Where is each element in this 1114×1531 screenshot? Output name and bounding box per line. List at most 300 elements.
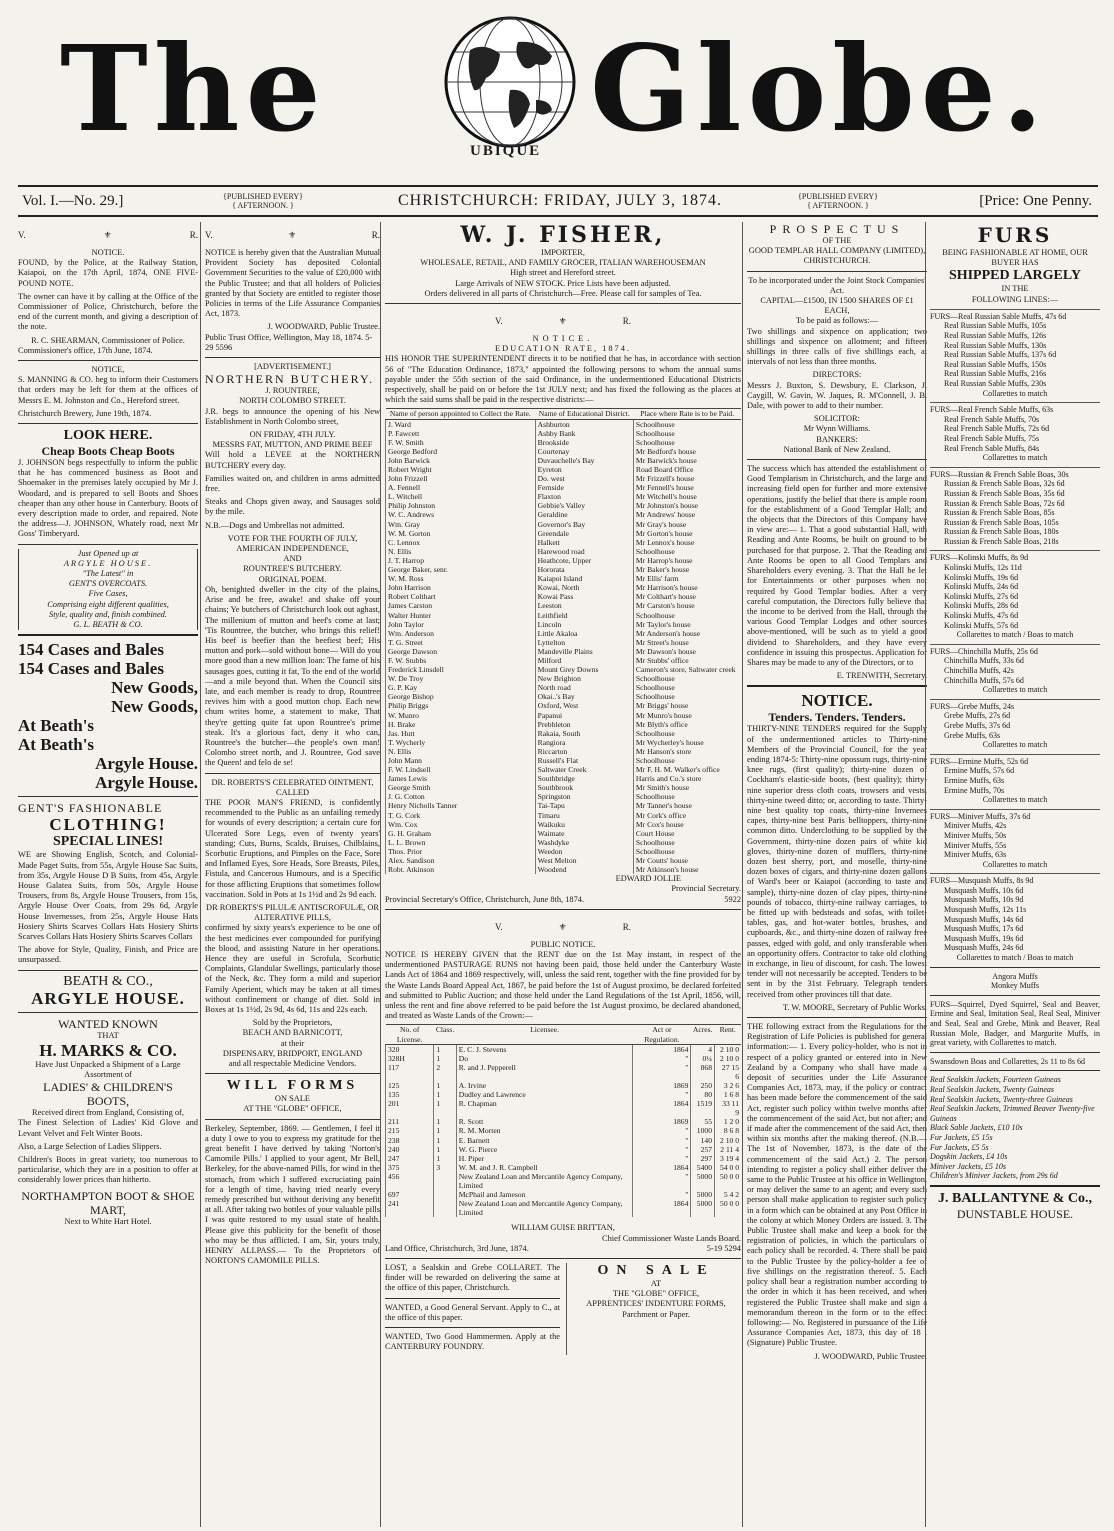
table-cell: McPhail and Jameson xyxy=(456,1190,633,1199)
table-row xyxy=(386,811,742,820)
table-cell: Court House xyxy=(633,829,741,838)
table-cell: Schoolhouse xyxy=(633,438,741,447)
license-table xyxy=(385,1024,741,1217)
table-cell: 50 0 0 xyxy=(714,1172,741,1190)
table-cell: James Carston xyxy=(386,601,536,610)
fur-item: Grebe Muffs, 63s xyxy=(944,730,1001,740)
table-cell: John Taylor xyxy=(386,620,536,629)
table-cell: 54 0 0 xyxy=(714,1163,741,1172)
table-cell: Timaru xyxy=(535,811,633,820)
brittan: WILLIAM GUISE BRITTAN, xyxy=(511,1223,615,1233)
table-cell: 117 xyxy=(386,1063,434,1081)
table-cell: Fernside xyxy=(535,483,633,492)
amp-notice-place: Public Trust Office, Wellington, May 18, 1874. 5-29 5596 xyxy=(205,332,373,352)
table-row xyxy=(386,419,742,429)
table-cell: " xyxy=(633,1054,691,1063)
divider xyxy=(747,271,927,272)
table-cell: Schoolhouse xyxy=(633,611,741,620)
wanted-hammermen: WANTED, Two Good Hammermen. Apply at the CANTERBURY FOUNDRY. xyxy=(385,1332,560,1352)
table-cell: 1 xyxy=(434,1090,456,1099)
fur-group xyxy=(930,873,1100,962)
table-cell: New Zealand Loan and Mercantile Agency Company, Limited xyxy=(456,1172,633,1190)
fur-group-tail: Collarettes to match / Boas to match xyxy=(956,630,1074,640)
jacket-item: Black Sable Jackets, £10 10s xyxy=(930,1123,1023,1133)
table-cell: 240 xyxy=(386,1145,434,1154)
table-cell: 140 xyxy=(691,1136,715,1145)
solicitor-name: Mr Wynn Williams. xyxy=(803,424,871,434)
argyle-box-line: Style, quality and, finish combined. xyxy=(49,609,167,619)
table-cell: C. Lennox xyxy=(386,538,536,547)
jacket-item: Fur Jackets, £5 5s xyxy=(930,1142,989,1152)
advertisement-label: [ADVERTISEMENT.] xyxy=(254,362,331,372)
column-3 xyxy=(380,222,741,1527)
table-row xyxy=(386,1136,742,1145)
notice-heading: NOTICE. xyxy=(532,334,594,344)
notice-heading: NOTICE. xyxy=(801,691,873,711)
fur-group xyxy=(930,754,1100,805)
crest-icon: ⚜ xyxy=(558,921,567,932)
published-note-right: {PUBLISHED EVERY} { AFTERNOON. } xyxy=(798,192,878,210)
table-row xyxy=(386,647,742,656)
table-row xyxy=(386,747,742,756)
argyle-box-line: Five Cases, xyxy=(88,589,128,599)
table-cell: W. Munro xyxy=(386,711,536,720)
table-row xyxy=(386,1044,742,1054)
table-cell: Mr Andrews' house xyxy=(633,510,741,519)
published-note-left: {PUBLISHED EVERY} { AFTERNOON. } xyxy=(223,192,303,210)
table-cell: " xyxy=(633,1126,691,1135)
table-cell: 1 xyxy=(434,1117,456,1126)
table-cell: 0¼ xyxy=(691,1054,715,1063)
good-templar: GOOD TEMPLAR HALL COMPANY (LIMITED), CHRISTCHURCH. xyxy=(748,246,926,266)
land-office: Land Office, Christchurch, 3rd June, 1874. xyxy=(385,1243,529,1253)
table-cell: Papanui xyxy=(535,711,633,720)
table-cell: Heathcote, Upper xyxy=(535,556,633,565)
fur-item: Real Russian Sable Muffs, 216s xyxy=(944,369,1047,379)
table-cell: 4 xyxy=(691,1044,715,1054)
table-cell: Schoolhouse xyxy=(633,792,741,801)
divider xyxy=(18,423,198,424)
fur-item: Miniver Muffs, 50s xyxy=(944,830,1007,840)
table-cell: 1 xyxy=(434,1044,456,1054)
ballantyne-heading: J. BALLANTYNE & Co., xyxy=(937,1190,1092,1206)
that-label: THAT xyxy=(97,1030,119,1040)
table-cell: Mr Coutts' house xyxy=(633,856,741,865)
fur-group-lead: FURS—Chinchilla Muffs, 25s 6d xyxy=(930,646,1038,656)
table-cell: Do xyxy=(456,1054,633,1063)
argyle-house-title: ARGYLE HOUSE. xyxy=(31,988,185,1008)
table-cell: Road Board Office xyxy=(633,465,741,474)
table-cell: Mandeville Plains xyxy=(535,647,633,656)
table-cell: W. M. Ross xyxy=(386,574,536,583)
table-cell: Prebbleton xyxy=(535,720,633,729)
manning-notice-title: NOTICE, xyxy=(91,365,125,375)
chief-comm: Chief Commissioner Waste Lands Board. xyxy=(602,1233,741,1243)
fur-group-tail: Collarettes to match xyxy=(982,453,1048,463)
table-cell: Dudley and Lawrence xyxy=(456,1090,633,1099)
fur-item: Real French Sable Muffs, 72s 6d xyxy=(944,424,1050,434)
on-sale-heading: ON SALE xyxy=(597,1263,715,1279)
ladies-heading: LADIES' & CHILDREN'S xyxy=(43,1080,173,1095)
table-row xyxy=(386,801,742,810)
table-row xyxy=(386,1199,742,1217)
parchment: Parchment or Paper. xyxy=(622,1309,690,1319)
wanted-servant: WANTED, a Good General Servant. Apply to C., at the office of this paper. xyxy=(385,1302,560,1322)
table-row xyxy=(386,574,742,583)
masthead-title-left: The xyxy=(60,19,327,158)
swansdown-note: Swansdown Boas and Collarettes, 2s 11 to 8s 6d xyxy=(930,1056,1086,1066)
table-cell: H. Piper xyxy=(456,1154,633,1163)
table-cell: Harris and Co.'s store xyxy=(633,774,741,783)
angora: Angora Muffs xyxy=(992,971,1038,981)
table-header: Name of Educational District. xyxy=(535,409,633,419)
table-row xyxy=(386,1154,742,1163)
table-row xyxy=(386,1126,742,1135)
table-cell: E. C. J. Stevens xyxy=(456,1044,633,1054)
in-the: IN THE xyxy=(1001,284,1029,294)
divider xyxy=(205,1073,380,1074)
fur-item: Real French Sable Muffs, 75s xyxy=(944,433,1040,443)
table-cell: Little Akaloa xyxy=(535,629,633,638)
fur-group xyxy=(930,550,1100,639)
table-cell: 5000 xyxy=(691,1172,715,1190)
table-header: Class. xyxy=(434,1025,456,1044)
jacket-item: Miniver Jackets, £5 10s xyxy=(930,1161,1006,1171)
argyle-box xyxy=(18,549,198,631)
table-cell: Waimate xyxy=(535,829,633,838)
table-row xyxy=(386,547,742,556)
table-cell: Frederick Linsdell xyxy=(386,665,536,674)
fur-item: Real French Sable Muffs, 84s xyxy=(944,443,1040,453)
clothing-heading: CLOTHING! xyxy=(49,815,167,835)
column-5 xyxy=(925,222,1100,1527)
will-forms-heading: WILL FORMS xyxy=(226,1078,359,1094)
table-cell: Southbrook xyxy=(535,783,633,792)
table-cell: West Melton xyxy=(535,856,633,865)
table-cell: Governor's Bay xyxy=(535,520,633,529)
table-cell: Southbridge xyxy=(535,774,633,783)
table-cell: Lincoln xyxy=(535,620,633,629)
table-cell: R. Chapman xyxy=(456,1099,633,1117)
prov-num: 5922 xyxy=(724,894,741,904)
divider xyxy=(18,970,198,971)
directors-names: Messrs J. Buxton, S. Dewsbury, E. Clarkson, J. Caygill, W. Gavin, W. Jaques, R. M'Connell, J. B. Dale, with power to add to their number. xyxy=(747,380,927,411)
table-row xyxy=(386,856,742,865)
table-cell: Walter Hunter xyxy=(386,611,536,620)
fur-item: Kolinski Muffs, 12s 11d xyxy=(944,563,1022,573)
table-cell: Wm. Gray xyxy=(386,520,536,529)
table-cell: Mr Bedford's house xyxy=(633,447,741,456)
table-cell: Mr Gorton's house xyxy=(633,529,741,538)
table-cell: R. Scott xyxy=(456,1117,633,1126)
at-beaths-heading-2: At Beath's xyxy=(18,735,95,755)
fur-item: Ermine Muffs, 63s xyxy=(944,775,1005,785)
table-cell: 135 xyxy=(386,1090,434,1099)
table-header: Act or Regulation. xyxy=(633,1025,691,1044)
two-shillings: Two shillings and sixpence on application; two shillings and sixpence on allotment; and fifteen shillings in three calls of five shillings each, at intervals of not less than three months. xyxy=(747,326,927,367)
table-header: Place where Rate is to be Paid. xyxy=(633,409,741,419)
fur-item: Grebe Muffs, 37s 6d xyxy=(944,720,1011,730)
fur-item: Kolinski Muffs, 47s 6d xyxy=(944,611,1019,621)
divider xyxy=(385,1327,560,1328)
table-cell: P. Fawcett xyxy=(386,429,536,438)
table-cell: Schoolhouse xyxy=(633,756,741,765)
fur-item: Chinchilla Muffs, 42s xyxy=(944,666,1014,675)
marks-heading: H. MARKS & CO. xyxy=(39,1040,177,1060)
moore: T. W. MOORE, Secretary of Public Works. xyxy=(782,1002,927,1012)
fur-group-tail: Collarettes to match xyxy=(982,859,1048,869)
masthead xyxy=(0,0,1114,178)
table-header: Acres. xyxy=(691,1025,715,1044)
fur-group-lead: FURS—Real French Sable Muffs, 63s xyxy=(930,405,1054,415)
table-row xyxy=(386,656,742,665)
table-row xyxy=(386,1190,742,1199)
table-cell: Thos. Prior xyxy=(386,847,536,856)
table-cell: Greendale xyxy=(535,529,633,538)
table-cell: Mr Hanson's store xyxy=(633,747,741,756)
table-cell: Henry Nicholls Tanner xyxy=(386,801,536,810)
table-cell: Mr Witchell's house xyxy=(633,492,741,501)
table-cell: Schoolhouse xyxy=(633,847,741,856)
table-row xyxy=(386,1090,742,1099)
table-cell: 1864 xyxy=(633,1044,691,1054)
table-cell: A. Irvine xyxy=(456,1081,633,1090)
table-row xyxy=(386,1099,742,1117)
success-body: The success which has attended the establishment of Good Templarism in Christchurch, and the large and increasing field open for further and more extensive operations, justify the belief that there is ample room for the establishment of a Good Templar Hall; and the objects that the Directors of this Company have in view are:— 1. That a good substantial Hall, with Reading and Ante Rooms, be built on ground to be purchased for that purpose. 2. That the Reading and Ante Rooms be open to all Good Templars and Shareholders every evening. 3. That the Hall be let for Entertainments or other purposes when not required by Good Templar bodies. After a very careful computation, the Directors fully believe that the income to be derived from the Hall, through the various Good Templar Lodges and other sources above-mentioned, will be such as to yield a good dividend to Shareholders, and they have every confidence in issuing this prospectus. Application for Shares may be made to any of the Directors, or to xyxy=(747,464,927,667)
table-row xyxy=(386,1063,742,1081)
table-cell: Mr Carston's house xyxy=(633,601,741,610)
public-notice-heading: PUBLIC NOTICE. xyxy=(530,939,596,949)
divider xyxy=(385,909,741,910)
table-cell: 2 10 0 xyxy=(714,1044,741,1054)
jacket-item: Dogskin Jackets, £4 10s xyxy=(930,1152,1008,1162)
poor-man-body: THE POOR MAN'S FRIEND, is confidently recommended to the Public as an unfailing remedy for wounds of every description; a certain cure for Ulcerated Sore Legs, even of twenty years' standing; Cuts, Burns, Scalds, Bruises, Chilblains, Scorbutic Eruptions, and Pimples on the Face, Sore and Inflamed Eyes, Sore Heads, Sore Breasts, Piles, Fistula, and Cancerous Humours, and is a Specific for those afflicting Eruptions that sometimes follow vaccination. Sold in Pots at 1s 1½d and 2s 9d each. xyxy=(205,797,380,899)
table-cell: George Bishop xyxy=(386,692,536,701)
high-st: High street and Hereford street. xyxy=(510,268,616,278)
table-cell: Mr Gray's house xyxy=(633,520,741,529)
argyle-box-line: "The Latest" in xyxy=(82,569,134,579)
fisher-heading: W. J. FISHER, xyxy=(460,222,666,248)
table-cell: Schoolhouse xyxy=(633,729,741,738)
table-cell: F. W. Lindsell xyxy=(386,765,536,774)
table-cell: Schoolhouse xyxy=(633,674,741,683)
education-heading: EDUCATION RATE, 1874. xyxy=(495,344,631,354)
prov-office: Provincial Secretary's Office, Christchurch, June 8th, 1874. xyxy=(385,894,585,904)
argyle-house-heading-2: Argyle House. xyxy=(95,773,198,793)
jollie: EDWARD JOLLIE xyxy=(615,874,681,884)
fur-item: Russian & French Sable Boas, 218s xyxy=(944,536,1059,546)
table-row xyxy=(386,865,742,874)
bank-name: National Bank of New Zealand. xyxy=(783,444,891,454)
table-cell: Jas. Hutt xyxy=(386,729,536,738)
wanted-known-heading: WANTED KNOWN xyxy=(58,1016,158,1031)
fur-group-tail: Collarettes to match xyxy=(982,740,1048,750)
new-goods-heading-2: New Goods, xyxy=(111,697,198,717)
table-cell: Philip Johnston xyxy=(386,501,536,510)
found-note-signature: R. C. SHEARMAN, Commissioner of Police. xyxy=(31,335,185,345)
wholesale: WHOLESALE, RETAIL, AND FAMILY GROCER, ITALIAN WAREHOUSEMAN xyxy=(420,258,706,268)
dateline xyxy=(18,185,1098,217)
table-row xyxy=(386,501,742,510)
table-cell: Saltwater Creek xyxy=(535,765,633,774)
vote-note: VOTE FOR THE FOURTH OF JULY, AMERICAN INDEPENDENCE, xyxy=(227,533,358,554)
table-cell xyxy=(434,1190,456,1199)
table-cell: Harewood road xyxy=(535,547,633,556)
globe-icon xyxy=(440,12,580,152)
table-row xyxy=(386,520,742,529)
table-row xyxy=(386,774,742,783)
table-cell: Springston xyxy=(535,792,633,801)
fur-item: Kolinski Muffs, 19s 6d xyxy=(944,572,1019,582)
table-cell: 247 xyxy=(386,1154,434,1163)
table-cell: 2 10 0 xyxy=(714,1054,741,1063)
amp-notice-signature: J. WOODWARD, Public Trustee. xyxy=(267,322,380,332)
royal-crest: V. ⚜ R. xyxy=(495,315,631,326)
fur-item: Musquash Muffs, 24s 6d xyxy=(944,943,1024,953)
dr-roberts-heading: DR. ROBERTS'S CELEBRATED OINTMENT, xyxy=(211,777,374,787)
table-row xyxy=(386,474,742,483)
fur-item: Real Russian Sable Muffs, 150s xyxy=(944,359,1047,369)
table-row xyxy=(386,792,742,801)
table-row xyxy=(386,447,742,456)
fur-group-lead: FURS—Kolinski Muffs, 8s 9d xyxy=(930,553,1029,563)
fur-group-tail: Collarettes to match / Boas to match xyxy=(956,953,1074,963)
table-row xyxy=(386,629,742,638)
divider xyxy=(205,357,380,358)
table-cell: 238 xyxy=(386,1136,434,1145)
table-cell: L. L. Brown xyxy=(386,838,536,847)
divider xyxy=(747,685,927,687)
argyle-box-line: ARGYLE HOUSE. xyxy=(63,558,153,568)
table-cell: " xyxy=(633,1136,691,1145)
tenders-heading: Tenders. Tenders. Tenders. xyxy=(768,710,906,725)
table-cell: 5 4 2 xyxy=(714,1190,741,1199)
paid-as: To be paid as follows:— xyxy=(795,316,879,326)
table-cell: " xyxy=(633,1172,691,1190)
special-lines-heading: SPECIAL LINES! xyxy=(52,834,164,850)
table-cell: Duvauchelle's Bay xyxy=(535,456,633,465)
table-cell: Schoolhouse xyxy=(633,683,741,692)
table-cell: Mr Barwick's house xyxy=(633,456,741,465)
table-row xyxy=(386,720,742,729)
table-cell: Tai-Tapu xyxy=(535,801,633,810)
table-row xyxy=(386,1163,742,1172)
table-cell: 375 xyxy=(386,1163,434,1172)
table-cell: 1 xyxy=(434,1154,456,1163)
table-header: Rent. xyxy=(714,1025,741,1044)
argyle-box-line: G. L. BEATH & CO. xyxy=(73,620,143,630)
table-row xyxy=(386,1054,742,1063)
education-table xyxy=(385,408,741,874)
jackets-list xyxy=(930,1075,1100,1181)
table-row xyxy=(386,429,742,438)
table-cell: Mr Smith's house xyxy=(633,783,741,792)
table-cell: Mr Briggs' house xyxy=(633,701,741,710)
beath-co-heading: BEATH & CO., xyxy=(63,973,153,989)
and-all: and all respectable Medicine Vendors. xyxy=(228,1059,357,1069)
at-beaths-heading: At Beath's xyxy=(18,716,95,736)
fur-group-tail: Collarettes to match xyxy=(982,685,1048,695)
table-row xyxy=(386,1081,742,1090)
table-cell: E. Barnett xyxy=(456,1136,633,1145)
table-cell: Rakaia, South xyxy=(535,729,633,738)
table-cell: Mount Grey Downs xyxy=(535,665,633,674)
masthead-title-right: Globe. xyxy=(590,19,1049,158)
table-row xyxy=(386,529,742,538)
table-cell: 1 xyxy=(434,1136,456,1145)
following-lines: FOLLOWING LINES:— xyxy=(971,294,1059,304)
childrens-note: Children's Boots in great variety, too numerous to particularise, which they are in a position to offer at considerably lower prices than hitherto. xyxy=(18,1154,198,1185)
jr-body: J.R. begs to announce the opening of his New Establishment in North Colombo street, xyxy=(205,406,380,426)
table-cell: 2 xyxy=(434,1063,456,1081)
table-cell: W. M. and J. R. Campbell xyxy=(456,1163,633,1172)
argyle-box-line: Just Opened up at xyxy=(77,548,139,558)
fur-item: Real Russian Sable Muffs, 137s 6d xyxy=(944,350,1057,360)
table-cell: James Lewis xyxy=(386,774,536,783)
fur-item: Russian & French Sable Boas, 35s 6d xyxy=(944,488,1065,498)
fur-item: Chinchilla Muffs, 33s 6d xyxy=(944,656,1024,666)
style-note: The above for Style, Quality, Finish, and Price are unsurpassed. xyxy=(18,945,198,965)
prov-sec: Provincial Secretary. xyxy=(671,884,741,894)
education-table-body xyxy=(386,419,742,874)
fur-group-lead: FURS—Ermine Muffs, 52s 6d xyxy=(930,756,1029,766)
table-cell: 2 10 0 xyxy=(714,1136,741,1145)
his-honor-body: HIS HONOR THE SUPERINTENDENT directs it to be notified that he has, in accordance with section 56 of "The Education Ordinance, 1873," appointed the following persons to whom the annual sums payable under the 55th section of the said Ordinance, in the undermentioned Educational Districts respectively, shall be paid on or before the 1st JULY next; and has fixed the following as the places at which the said sums shall be paid in the respective districts:— xyxy=(385,354,741,405)
table-cell: Okai..'s Bay xyxy=(535,692,633,701)
table-row xyxy=(386,783,742,792)
fur-item: Real Russian Sable Muffs, 230s xyxy=(944,378,1047,388)
table-cell: Mr Wycherley's house xyxy=(633,738,741,747)
table-cell: Russell's Flat xyxy=(535,756,633,765)
table-cell: Kowai, North xyxy=(535,583,633,592)
table-cell: Do. west xyxy=(535,474,633,483)
table-cell: 211 xyxy=(386,1117,434,1126)
fur-item: Real Russian Sable Muffs, 130s xyxy=(944,340,1047,350)
table-cell: " xyxy=(633,1145,691,1154)
table-cell: Weedon xyxy=(535,847,633,856)
nb-note: N.B.—Dogs and Umbrellas not admitted. xyxy=(205,520,345,530)
table-row xyxy=(386,438,742,447)
dunstable-heading: DUNSTABLE HOUSE. xyxy=(956,1206,1074,1221)
table-cell: R. M. Morten xyxy=(456,1126,633,1135)
table-cell: 868 xyxy=(691,1063,715,1081)
table-cell: Wm. Cox xyxy=(386,820,536,829)
argyle-house-heading: Argyle House. xyxy=(95,754,198,774)
table-cell: Schoolhouse xyxy=(633,429,741,438)
table-row xyxy=(386,829,742,838)
table-cell: 1519 xyxy=(691,1099,715,1117)
table-cell: Lyttelton xyxy=(535,638,633,647)
table-cell: Rangiora xyxy=(535,738,633,747)
table-cell: L. Witchell xyxy=(386,492,536,501)
table-row xyxy=(386,674,742,683)
table-cell: 3 2 6 xyxy=(714,1081,741,1090)
table-cell: Ashburton xyxy=(535,419,633,429)
fur-group-tail: Collarettes to match xyxy=(982,388,1048,398)
table-cell: 1 xyxy=(434,1099,456,1117)
fur-item: Kolinski Muffs, 27s 6d xyxy=(944,591,1019,601)
following-body: THE following extract from the Regulations for the Registration of Life Policies is published for general information:— 1. Every policy-holder, who is not in respect of a policy granted or entered into in New Zealand by a Company who shall have made a deposit of securities under the Life Assurance Companies Act, 1873, may, if the policy or contract has been made before the commencement of the said Act, register such policy within twelve months after the commencement of the said Act, but not after; and if made after the commencement of the said Act, then within six months after the making thereof. (N.B.—The 1st of November, 1873, is the date of the commencement of the said Act.) 2. The person intending to register a policy shall either deliver the same to the Public Trustee at his office in Wellington, or may deliver the same to an agent; and every such person shall make application to register such policy in a form which can be obtained at any Post Office in the colony at which Money Orders are issued. 3. The Public Trustee shall make and keep a book for the registration of policies, in which the particulars of each policy shall be recorded. 4. There shall be paid to the Public Trustee by the policy-holder a fee of five shillings on the registration thereof. 5. Each policy shall bear a registration number according to the order in which it has been received, and when registered the Public Trustee shall make and sign a memorandum thereon in the form or to the effect following:— No. Registered in pursuance of the Life Assurance Companies Act, 1873, this day of 18 . (Signature) Public Trustee. xyxy=(747,1022,927,1348)
divider xyxy=(747,459,927,460)
found-note-place: Commissioner's office, 17th June, 1874. xyxy=(18,345,153,355)
poem-body: Oh, benighted dweller in the city of the plains, Arise and be free, awake! and shake off your chains; Ye butchers of Christchurch look out aghast, The millenium of mutton and beef's come at last; 'Tis Rountree, the butcher, who brings this relief! His beef is beefier than the beefiest beef; His mutton and pork—sold without bone— Will do you more good than a new million loan: The fame of his sausages goes, cutting it fat, To the end of the world—and a mile beyond that. When the Council sits late, and each member is ready to drop, Rountree revives him with a good mutton chop. Each new chum writes home, a statement to make, That they're getting quite fat upon Rountree's prime steak. It's a glorious fact, deny it who can, Rountree's the butcher—the people's own man! Colombo street north, and J. Rountree, God save the Queen! and felo de se! xyxy=(205,584,380,768)
table-cell: W. C. Andrews xyxy=(386,510,536,519)
north-colombo: NORTH COLOMBO STREET. xyxy=(239,396,346,406)
fur-item: Chinchilla Muffs, 57s 6d xyxy=(944,675,1024,685)
table-cell: Mr Cox's house xyxy=(633,820,741,829)
table-cell: Hororata xyxy=(535,565,633,574)
fur-item: Miniver Muffs, 55s xyxy=(944,840,1007,850)
